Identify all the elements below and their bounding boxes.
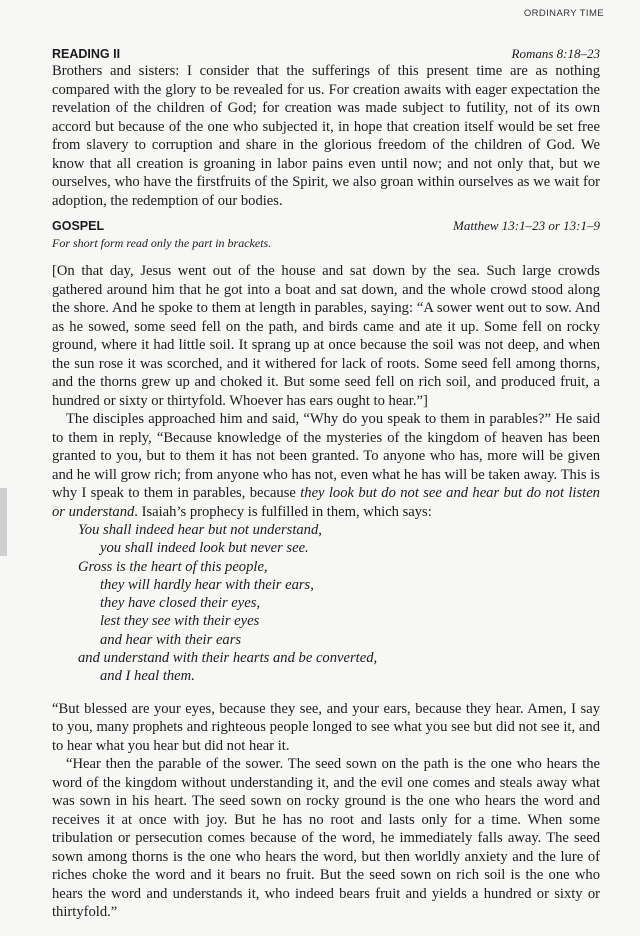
verse-line: lest they see with their eyes <box>100 613 260 630</box>
verse-line: and understand with their hearts and be converted, <box>78 650 378 667</box>
verse-line: and I heal them. <box>100 668 195 685</box>
reading-2-text: Brothers and sisters: I consider that the sufferings of this present time are as nothing compared with the glory to be revealed for us. For creation awaits with eager expectation the revelation of the children of God; for creation was made subject to futility, not of its own accord but because of the one who subjected it, in hope that creation itself would be set free from slavery to corruption and share in the glorious freedom of the children of God. We know that all creation is groaning in labor pains even until now; and not only that, but we ourselves, who have the firstfruits of the Spirit, we also groan within ourselves as we wait for adoption, the redemption of our bodies. <box>52 63 600 209</box>
reading-2-citation: Romans 8:18–23 <box>511 46 600 61</box>
gospel-title: GOSPEL <box>52 219 105 233</box>
gospel-paragraph-1: [On that day, Jesus went out of the house and sat down by the sea. Such large crowds gathered around him that he got into a boat and sat down, and the whole crowd stood along the shore. And he spoke to them at length in parables, saying: “A sower went out to sow. And as he sowed, some seed fell on the path, and birds came and ate it up. Some fell on rocky ground, where it had little soil. It sprang up at once because the soil was not deep, and when the sun rose it was scorched, and it withered for lack of roots. Some seed fell among thorns, and the thorns grew up and choked it. But some seed fell on rich soil, and produced fruit, a hundred or sixty or thirtyfold. Whoever has ears ought to hear.”] <box>52 263 600 409</box>
verse-line: You shall indeed hear but not understand, <box>78 522 322 538</box>
reading-2-header <box>52 46 600 62</box>
gospel-paragraph-2-end: . Isaiah’s prophecy is fulfilled in them, which says: <box>134 503 432 520</box>
gospel-paragraph-2-italic: they look but do not see and hear but do not listen or understand <box>52 485 600 520</box>
running-head: ORDINARY TIME <box>523 8 604 19</box>
gospel-paragraph-2-start: The disciples approached him and said, “Why do you speak to them in parables?” He said to them in reply, “Because knowledge of the mysteries of the kingdom of heaven has been granted to you, but to them it has not been granted. To anyone who has, more will be given and he will grow rich; from anyone who has not, even what he has will be taken away. This is why I speak to them in parables, because <box>52 411 600 501</box>
verse-line: they will hardly hear with their ears, <box>100 576 314 593</box>
verse-line: and hear with their ears <box>100 631 242 648</box>
reading-2-title: READING II <box>52 47 121 61</box>
page-edge-tab <box>0 488 7 556</box>
isaiah-verse <box>78 521 600 686</box>
gospel-paragraph-4: “Hear then the parable of the sower. The seed sown on the path is the one who hears the word of the kingdom without understanding it, and the evil one comes and steals away what was sown in his heart. The seed sown on rocky ground is the one who hears the word and receives it at once with joy. But he has no root and lasts only for a time. When some tribulation or persecution comes because of the word, he immediately falls away. The seed sown among thorns is the one who hears the word, but then worldly anxiety and the lure of riches choke the word and it bears no fruit. But the seed sown on rich soil is the one who hears the word and understands it, who indeed bears fruit and yields a hundred or sixty or thirtyfold.” <box>52 756 600 921</box>
short-form-note: For short form read only the part in brackets. <box>52 236 272 250</box>
gospel-paragraph-2 <box>52 410 600 521</box>
gospel-paragraph-3: “But blessed are your eyes, because they see, and your ears, because they hear. Amen, I say to you, many prophets and righteous people longed to see what you see but did not see it, and to hear what you hear but did not hear it. <box>52 700 600 754</box>
gospel-header <box>52 218 600 234</box>
page-content <box>52 46 600 922</box>
verse-line: they have closed their eyes, <box>100 595 261 612</box>
verse-line: you shall indeed look but never see. <box>100 540 309 557</box>
gospel-citation: Matthew 13:1–23 or 13:1–9 <box>453 218 600 233</box>
verse-line: Gross is the heart of this people, <box>78 558 268 575</box>
